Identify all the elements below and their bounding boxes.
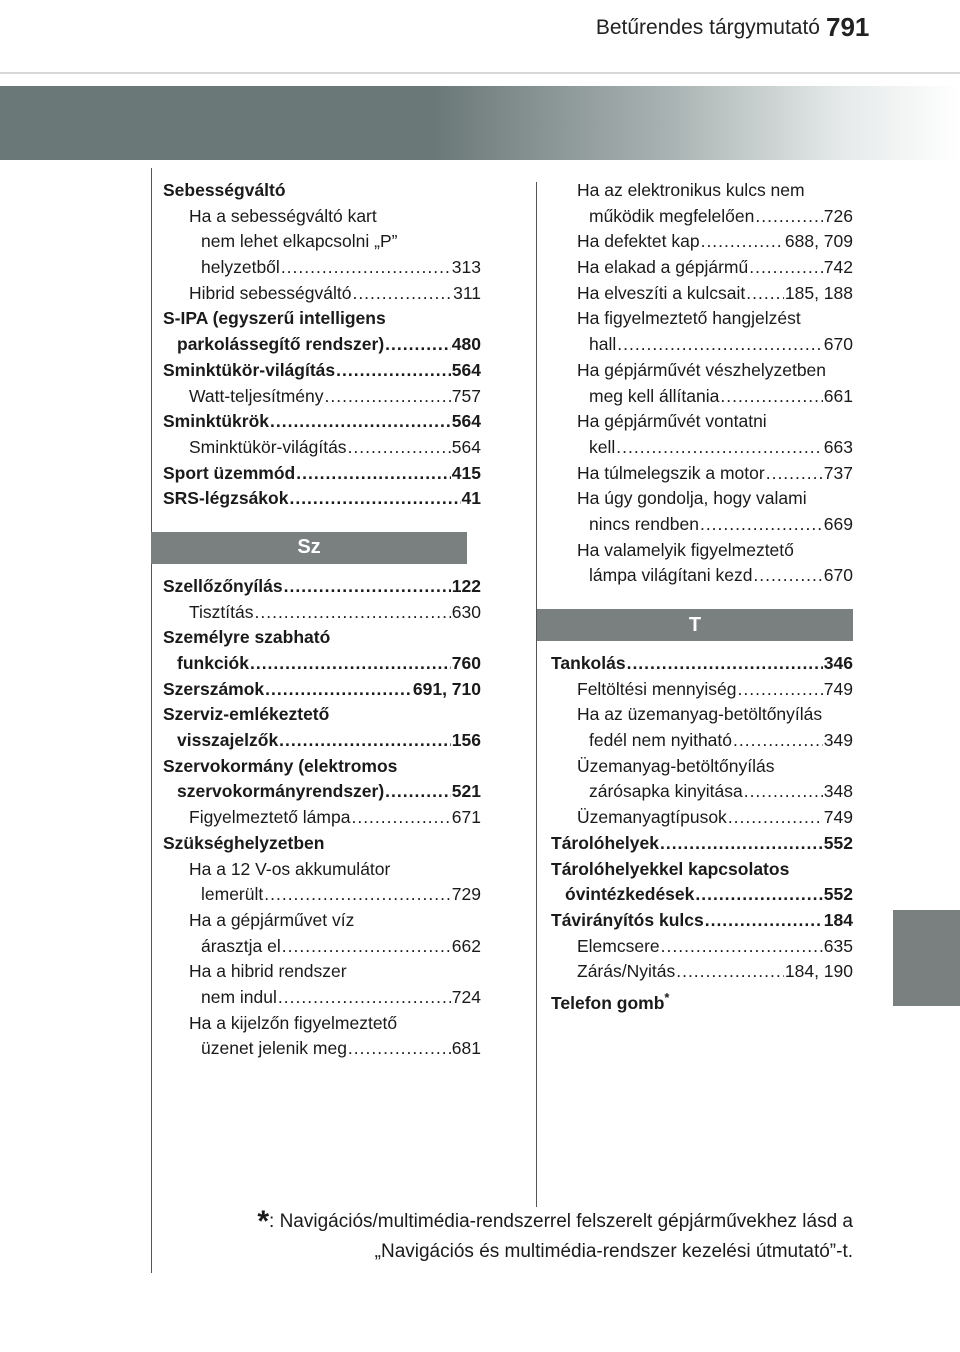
index-entry <box>551 779 853 805</box>
index-entry-text: lámpa világítani kezd <box>589 565 753 586</box>
index-entry-term <box>189 384 324 410</box>
index-entry-term <box>177 779 384 805</box>
index-entry <box>551 435 853 461</box>
index-entry-text: Ha az elektronikus kulcs nem <box>577 180 805 200</box>
index-entry-page: 156 <box>451 730 481 751</box>
index-entry <box>551 563 853 589</box>
index-entry-text: Tárolóhelyekkel kapcsolatos <box>551 858 790 879</box>
middle-column-rule <box>536 182 537 1207</box>
index-entry <box>163 908 481 934</box>
index-entry <box>163 461 481 487</box>
index-entry-page: 415 <box>451 462 481 483</box>
footnote-line-2: „Navigációs és multimédia-rendszer kezelési útmutató”-t. <box>374 1241 853 1262</box>
index-entry <box>551 805 853 831</box>
index-entry-text: Watt-teljesítmény <box>189 385 324 406</box>
page-number: 791 <box>826 12 870 42</box>
dot-leader <box>753 563 822 589</box>
index-entry-text: Ha a sebességváltó kart <box>189 205 377 226</box>
index-entry-text: lemerült <box>201 884 264 905</box>
index-entry-term <box>551 908 704 934</box>
index-entry-page: 311 <box>453 282 481 303</box>
dot-leader <box>278 985 451 1011</box>
index-entry <box>551 728 853 754</box>
index-entry-page: 521 <box>451 781 481 802</box>
dot-leader <box>281 255 451 281</box>
index-entry-text: Szükséghelyzetben <box>163 832 325 853</box>
dot-leader <box>660 831 823 857</box>
dot-leader <box>744 779 823 805</box>
index-entry-term <box>589 779 743 805</box>
index-entry-page: 663 <box>823 436 853 457</box>
index-entry-page: 346 <box>823 653 853 673</box>
index-entry <box>163 625 481 651</box>
dot-leader <box>661 934 823 960</box>
index-entry-text: Ha az üzemanyag-betöltőnyílás <box>577 704 823 725</box>
index-entry-term <box>201 255 280 281</box>
dot-leader <box>325 384 451 410</box>
footnote-star: * <box>257 1205 270 1238</box>
index-entry <box>163 600 481 626</box>
index-entry <box>163 857 481 883</box>
index-entry-term <box>577 702 822 728</box>
index-entry-text: Ha a hibrid rendszer <box>189 961 347 982</box>
index-entry-term <box>163 461 295 487</box>
dot-leader <box>284 574 451 600</box>
index-entry-term <box>163 409 269 435</box>
index-entry-term <box>189 204 377 230</box>
index-entry <box>163 486 481 512</box>
index-entry-term <box>589 728 732 754</box>
index-entry <box>163 409 481 435</box>
index-entry-page: 671 <box>451 807 481 828</box>
index-entry-page: 726 <box>823 205 853 226</box>
index-entry-term <box>177 332 384 358</box>
index-entry-term <box>163 677 264 703</box>
index-entry-text: Személyre szabható <box>163 627 331 648</box>
index-entry <box>551 229 853 255</box>
index-entry <box>163 959 481 985</box>
index-entry <box>163 204 481 230</box>
index-entry-term <box>589 435 615 461</box>
index-entry-term <box>577 358 826 384</box>
index-entry-page: 669 <box>823 513 853 534</box>
index-entry-text: Ha elakad a gépjármű <box>577 257 749 278</box>
dot-leader <box>700 512 823 538</box>
index-entry-page: 41 <box>461 488 481 509</box>
index-entry <box>551 538 853 564</box>
index-entry <box>551 651 853 677</box>
index-entry <box>163 332 481 358</box>
index-entry-text: Ha a 12 V-os akkumulátor <box>189 858 391 879</box>
dot-leader <box>348 435 451 461</box>
dot-leader <box>264 882 451 908</box>
index-entry-page: 184, 190 <box>784 961 853 982</box>
index-entry-term <box>177 651 249 677</box>
dot-leader <box>617 332 823 358</box>
index-entry-page: 122 <box>451 575 481 596</box>
index-entry <box>551 702 853 728</box>
index-entry-text: Ha gépjárművét vontatni <box>577 411 767 432</box>
chapter-thumb-tab <box>893 910 960 1006</box>
index-entry-term <box>551 651 626 677</box>
dot-leader <box>265 677 412 703</box>
index-entry-term <box>589 563 752 589</box>
index-entry-term <box>577 959 675 985</box>
index-entry-text: árasztja el <box>201 935 281 956</box>
index-entry-text: SRS-légzsákok <box>163 488 289 509</box>
index-entry-text: Sport üzemmód <box>163 462 296 483</box>
left-column-rule <box>151 168 152 1273</box>
index-entry-term <box>189 1011 397 1037</box>
index-entry-term <box>589 512 699 538</box>
index-entry-page: 729 <box>451 884 481 905</box>
index-column-left <box>163 178 481 1062</box>
index-entry-page: 688, 709 <box>784 231 853 252</box>
index-entry-term <box>177 728 278 754</box>
index-entry-term <box>163 625 330 651</box>
index-entry-term <box>577 805 727 831</box>
footnote <box>190 1207 853 1267</box>
index-entry-page: 635 <box>823 935 853 956</box>
index-entry-text: Ha gépjárművét vészhelyzetben <box>577 359 827 380</box>
index-entry-term <box>551 857 789 883</box>
index-entry <box>551 178 853 204</box>
index-entry-term <box>577 461 765 487</box>
section-heading: T <box>537 609 853 641</box>
index-entry-page: 564 <box>451 436 481 457</box>
index-entry-term <box>189 959 347 985</box>
index-entry-term <box>189 908 354 934</box>
dot-leader <box>627 651 823 677</box>
dot-leader <box>351 805 450 831</box>
index-entry-text: Tárolóhelyek <box>551 832 659 853</box>
index-entry <box>163 384 481 410</box>
index-entry-text: Szerviz-emlékeztető <box>163 704 330 725</box>
index-entry-text: zárósapka kinyitása <box>589 781 743 802</box>
index-entry <box>163 677 481 703</box>
index-entry-term <box>163 486 288 512</box>
index-entry-text: Zárás/Nyitás <box>577 961 676 982</box>
index-entry-text: működik megfelelően <box>589 205 755 226</box>
index-entry-text: Tankolás <box>551 653 626 673</box>
index-entry-text: kell <box>589 436 616 457</box>
index-entry-page: 760 <box>451 653 481 673</box>
index-entry <box>163 1036 481 1062</box>
index-entry-page: 757 <box>451 385 481 406</box>
index-entry <box>163 779 481 805</box>
index-entry-term <box>163 831 324 857</box>
section-heading: Sz <box>151 532 467 564</box>
index-entry-page: 552 <box>823 884 853 905</box>
index-entry-page: 552 <box>823 832 853 853</box>
index-entry <box>551 934 853 960</box>
index-entry-text: Figyelmeztető lámpa <box>189 807 351 828</box>
dot-leader <box>676 959 784 985</box>
index-entry-term <box>577 409 767 435</box>
index-entry-text: Ha valamelyik figyelmeztető <box>577 539 794 560</box>
index-entry <box>551 306 853 332</box>
index-entry <box>163 882 481 908</box>
index-entry-term <box>189 857 390 883</box>
dot-leader <box>720 384 822 410</box>
index-entry <box>163 831 481 857</box>
index-entry-text: óvintézkedések <box>565 884 695 905</box>
dot-leader <box>728 805 823 831</box>
index-entry-text: Szerszámok <box>163 678 265 699</box>
dot-leader <box>255 600 451 626</box>
index-entry <box>551 908 853 934</box>
index-entry-text: Ha úgy gondolja, hogy valami <box>577 488 807 509</box>
index-entry <box>551 409 853 435</box>
index-entry-term <box>201 229 397 255</box>
index-entry <box>551 332 853 358</box>
section-title: Betűrendes tárgymutató <box>595 16 820 39</box>
index-entry-text: Szervokormány (elektromos <box>163 755 398 776</box>
index-entry-term <box>163 306 386 332</box>
index-entry-page: 724 <box>451 986 481 1007</box>
index-entry-text: Sminktükrök <box>163 411 269 432</box>
index-entry <box>163 651 481 677</box>
dot-leader <box>701 229 784 255</box>
dot-leader <box>385 779 451 805</box>
footnote-text-1: : Navigációs/multimédia-rendszerrel felszerelt gépjárművekhez lásd a <box>269 1211 853 1232</box>
index-entry-page: 349 <box>823 730 853 751</box>
index-entry-term <box>589 204 754 230</box>
dot-leader <box>289 486 460 512</box>
index-entry-page: 564 <box>451 411 481 432</box>
dot-leader <box>270 409 451 435</box>
index-entry-text: hall <box>589 334 617 355</box>
index-entry <box>163 702 481 728</box>
index-entry-page: 681 <box>451 1038 481 1059</box>
index-entry <box>163 805 481 831</box>
index-entry-text: parkolássegítő rendszer) <box>177 334 385 355</box>
dot-leader <box>385 332 451 358</box>
index-entry <box>163 985 481 1011</box>
index-entry-term <box>589 332 616 358</box>
index-entry-page: 670 <box>823 565 853 586</box>
index-entry <box>163 178 481 204</box>
dot-leader <box>738 677 823 703</box>
index-entry-term <box>565 882 694 908</box>
index-entry-term <box>163 358 335 384</box>
dot-leader <box>279 728 451 754</box>
index-entry-page: 630 <box>451 601 481 622</box>
index-entry-text: Tisztítás <box>189 601 254 622</box>
index-entry-term <box>189 805 350 831</box>
index-entry-text: szervokormányrendszer) <box>177 781 385 802</box>
index-entry-text: Üzemanyagtípusok <box>577 807 727 828</box>
index-entry-term <box>577 934 660 960</box>
index-entry <box>551 461 853 487</box>
index-entry-page: 749 <box>823 807 853 828</box>
index-entry-term <box>577 229 700 255</box>
index-entry <box>163 358 481 384</box>
index-entry-page: 749 <box>823 678 853 699</box>
index-entry-term <box>551 985 669 1017</box>
index-entry-page: 185, 188 <box>784 282 853 303</box>
index-entry-term <box>163 178 286 204</box>
index-entry <box>551 959 853 985</box>
index-column-right <box>551 178 853 1011</box>
index-entry-text: Ha defektet kap <box>577 231 700 252</box>
index-entry <box>551 882 853 908</box>
index-entry-page: 184 <box>823 909 853 930</box>
index-entry-term <box>189 600 254 626</box>
index-entry-term <box>577 281 745 307</box>
index-entry <box>551 486 853 512</box>
index-entry-term <box>163 754 397 780</box>
index-entry-term <box>577 255 748 281</box>
index-entry <box>551 985 853 1011</box>
index-entry-text: Elemcsere <box>577 935 660 956</box>
index-entry-term <box>163 702 329 728</box>
index-entry-text: visszajelzők <box>177 730 279 751</box>
index-entry <box>163 754 481 780</box>
index-entry <box>551 677 853 703</box>
index-entry-page: 480 <box>451 334 481 355</box>
index-entry-text: fedél nem nyitható <box>589 730 733 751</box>
index-entry-text: Sminktükör-világítás <box>189 436 347 457</box>
index-entry-text: funkciók <box>177 653 249 673</box>
index-entry-text: Hibrid sebességváltó <box>189 282 352 303</box>
index-entry-page: 737 <box>823 462 853 483</box>
index-entry <box>551 281 853 307</box>
index-entry-term <box>589 384 719 410</box>
index-entry-term <box>163 574 283 600</box>
dot-leader <box>746 281 784 307</box>
index-entry-term <box>577 677 737 703</box>
index-entry <box>551 255 853 281</box>
index-entry <box>551 384 853 410</box>
index-entry-term <box>189 435 347 461</box>
dot-leader <box>749 255 823 281</box>
index-entry <box>163 1011 481 1037</box>
dot-leader <box>296 461 451 487</box>
index-entry-term <box>201 985 277 1011</box>
index-entry-term <box>189 281 351 307</box>
index-entry-term <box>577 178 805 204</box>
footnote-marker: * <box>664 989 670 1005</box>
index-entry <box>163 574 481 600</box>
dot-leader <box>250 651 451 677</box>
index-entry <box>551 857 853 883</box>
index-entry-text: Szellőzőnyílás <box>163 575 283 596</box>
dot-leader <box>616 435 823 461</box>
index-entry <box>163 728 481 754</box>
dot-leader <box>733 728 823 754</box>
header-banner <box>0 86 960 160</box>
index-entry-text: Sminktükör-világítás <box>163 359 336 380</box>
index-entry-term <box>201 934 281 960</box>
index-entry-text: üzenet jelenik meg <box>201 1038 347 1059</box>
index-entry-text: nincs rendben <box>589 513 699 534</box>
index-entry-page: 661 <box>823 385 853 406</box>
index-entry-text: helyzetből <box>201 257 280 278</box>
index-entry-term <box>551 831 659 857</box>
index-entry-term <box>201 882 263 908</box>
header-divider <box>0 72 960 74</box>
dot-leader <box>352 281 452 307</box>
index-entry-page: 313 <box>451 257 481 278</box>
index-entry-text: Sebességváltó <box>163 180 286 200</box>
dot-leader <box>336 358 451 384</box>
index-entry-text: Telefon gomb <box>551 992 665 1013</box>
index-entry <box>163 435 481 461</box>
index-entry-term <box>577 538 794 564</box>
index-entry-term <box>577 486 807 512</box>
index-entry <box>551 358 853 384</box>
index-entry-page: 742 <box>823 257 853 278</box>
index-entry-text: Ha túlmelegszik a motor <box>577 462 765 483</box>
index-entry-text: Távirányítós kulcs <box>551 909 704 930</box>
index-entry <box>163 306 481 332</box>
index-entry-page: 564 <box>451 359 481 380</box>
index-entry-text: Üzemanyag-betöltőnyílás <box>577 755 775 776</box>
index-entry-text: nem indul <box>201 986 277 1007</box>
index-entry <box>163 281 481 307</box>
index-entry <box>163 934 481 960</box>
index-entry-text: Ha a gépjárművet víz <box>189 909 355 930</box>
index-entry <box>551 204 853 230</box>
dot-leader <box>766 461 823 487</box>
index-entry <box>551 754 853 780</box>
dot-leader <box>348 1036 451 1062</box>
dot-leader <box>705 908 823 934</box>
index-entry-text: Ha elveszíti a kulcsait <box>577 282 746 303</box>
index-entry-term <box>577 754 774 780</box>
index-entry-page: 670 <box>823 334 853 355</box>
index-entry-term <box>201 1036 347 1062</box>
index-entry-text: meg kell állítania <box>589 385 720 406</box>
index-entry-term <box>577 306 801 332</box>
dot-leader <box>755 204 822 230</box>
footnote-line-1 <box>190 1207 853 1237</box>
index-entry-text: Feltöltési mennyiség <box>577 678 737 699</box>
index-entry-text: nem lehet elkapcsolni „P” <box>201 231 398 252</box>
index-entry-text: S-IPA (egyszerű intelligens <box>163 308 386 329</box>
index-entry-page: 348 <box>823 781 853 802</box>
index-entry-page: 662 <box>451 935 481 956</box>
dot-leader <box>695 882 822 908</box>
index-entry-page: 691, 710 <box>412 678 481 699</box>
index-entry-text: Ha a kijelzőn figyelmeztető <box>189 1012 398 1033</box>
index-entry <box>163 255 481 281</box>
index-entry-text: Ha figyelmeztető hangjelzést <box>577 308 801 329</box>
dot-leader <box>282 934 451 960</box>
index-entry <box>551 831 853 857</box>
index-entry <box>163 229 481 255</box>
index-entry <box>551 512 853 538</box>
